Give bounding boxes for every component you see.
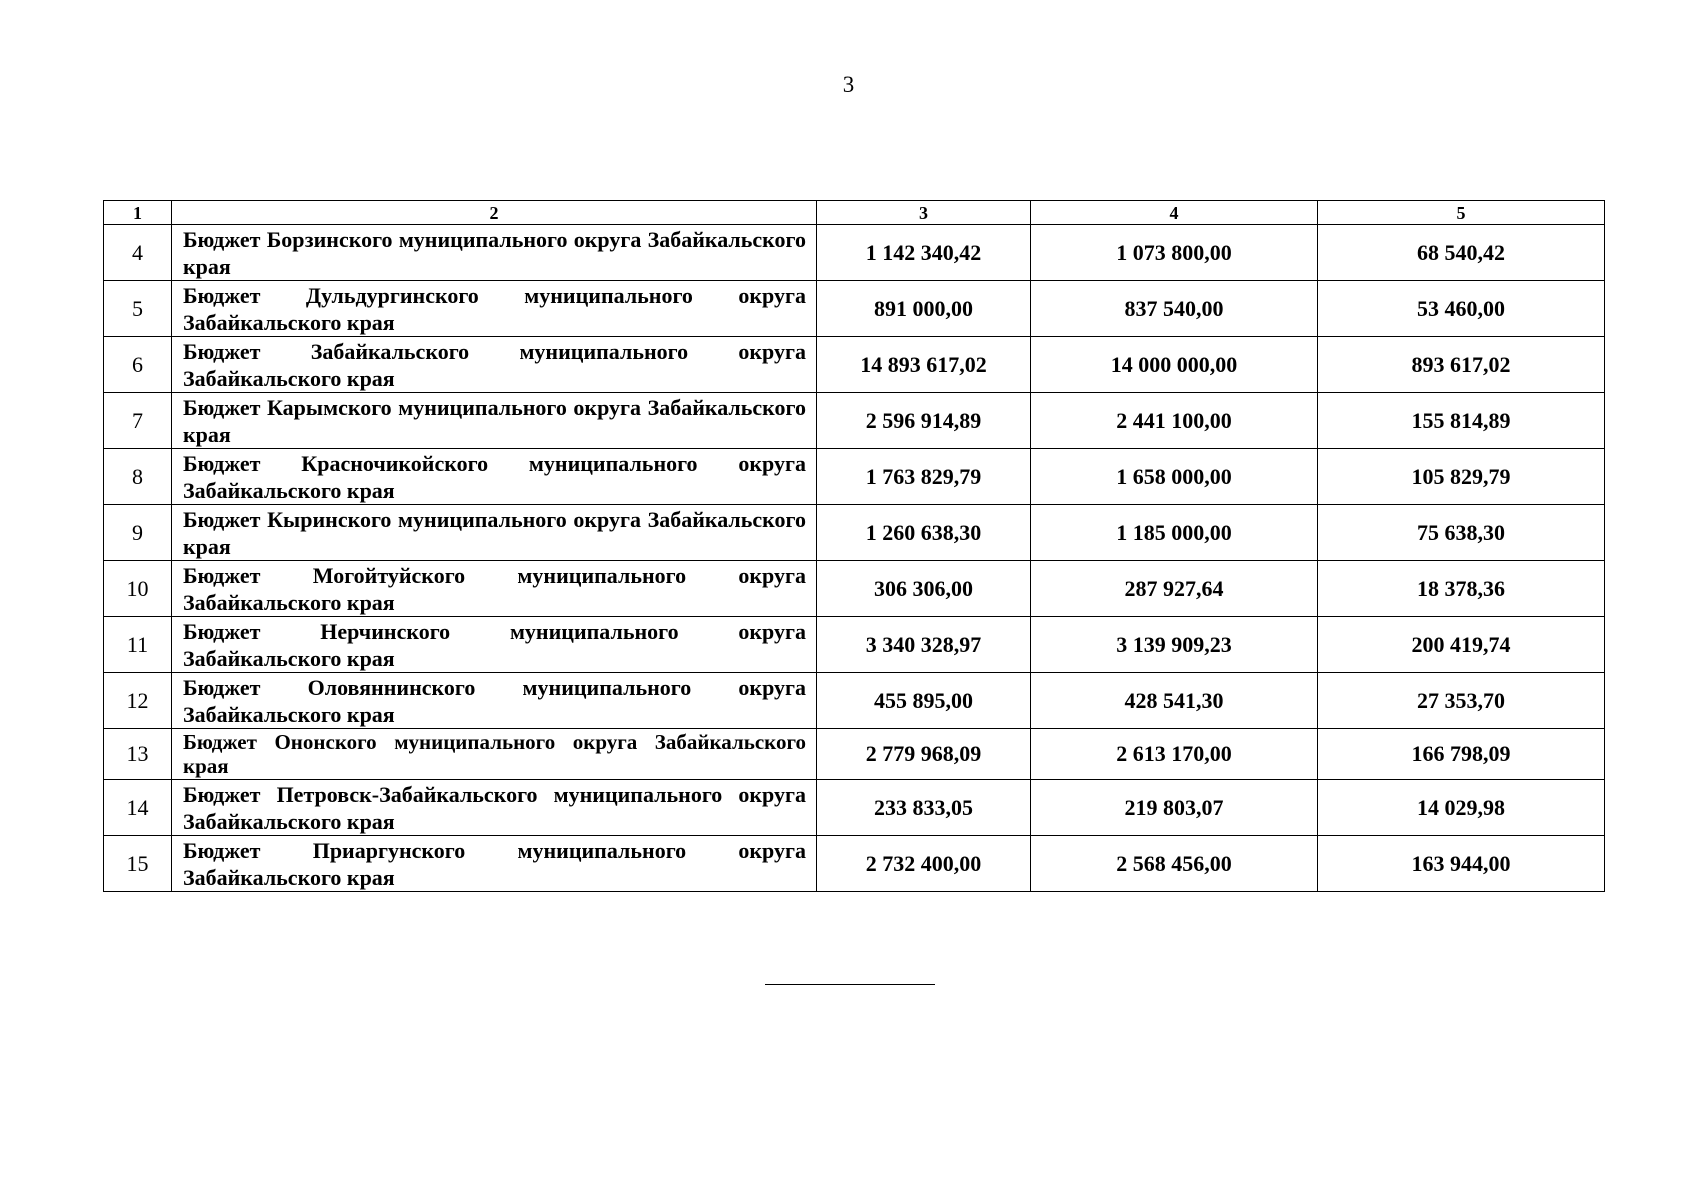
amount-col5: 200 419,74 [1318,617,1605,673]
footer-divider [765,984,935,985]
budget-name: Бюджет Ононского муниципального округа Забайкальского края [172,729,817,780]
amount-total: 1 142 340,42 [817,225,1031,281]
amount-col4: 219 803,07 [1031,780,1318,836]
budget-table [103,200,1605,892]
amount-col4: 428 541,30 [1031,673,1318,729]
table-row [104,505,1605,561]
budget-name: Бюджет Борзинского муниципального округа Забайкальского края [172,225,817,281]
table-row [104,281,1605,337]
amount-col4: 2 568 456,00 [1031,836,1318,892]
budget-name: Бюджет Красночикойского муниципального округа Забайкальского края [172,449,817,505]
row-number: 8 [104,449,172,505]
amount-col5: 893 617,02 [1318,337,1605,393]
row-number: 11 [104,617,172,673]
table-row [104,729,1605,780]
row-number: 6 [104,337,172,393]
amount-col5: 155 814,89 [1318,393,1605,449]
amount-total: 2 779 968,09 [817,729,1031,780]
amount-col4: 2 613 170,00 [1031,729,1318,780]
row-number: 14 [104,780,172,836]
budget-name: Бюджет Петровск-Забайкальского муниципального округа Забайкальского края [172,780,817,836]
amount-col5: 18 378,36 [1318,561,1605,617]
budget-name: Бюджет Могойтуйского муниципального округа Забайкальского края [172,561,817,617]
row-number: 13 [104,729,172,780]
amount-col5: 53 460,00 [1318,281,1605,337]
column-number-1: 1 [104,201,172,225]
amount-col4: 1 073 800,00 [1031,225,1318,281]
amount-total: 14 893 617,02 [817,337,1031,393]
column-number-3: 3 [817,201,1031,225]
row-number: 5 [104,281,172,337]
row-number: 10 [104,561,172,617]
row-number: 4 [104,225,172,281]
amount-total: 455 895,00 [817,673,1031,729]
budget-name: Бюджет Дульдургинского муниципального округа Забайкальского края [172,281,817,337]
amount-total: 1 260 638,30 [817,505,1031,561]
budget-name: Бюджет Кыринского муниципального округа Забайкальского края [172,505,817,561]
amount-total: 233 833,05 [817,780,1031,836]
header-row [104,201,1605,225]
column-number-5: 5 [1318,201,1605,225]
budget-name: Бюджет Оловяннинского муниципального округа Забайкальского края [172,673,817,729]
budget-name: Бюджет Забайкальского муниципального округа Забайкальского края [172,337,817,393]
amount-col4: 1 658 000,00 [1031,449,1318,505]
amount-total: 891 000,00 [817,281,1031,337]
amount-col4: 14 000 000,00 [1031,337,1318,393]
amount-col5: 163 944,00 [1318,836,1605,892]
row-number: 12 [104,673,172,729]
budget-name: Бюджет Приаргунского муниципального округа Забайкальского края [172,836,817,892]
amount-total: 306 306,00 [817,561,1031,617]
budget-name: Бюджет Карымского муниципального округа Забайкальского края [172,393,817,449]
table-row [104,225,1605,281]
table-row [104,780,1605,836]
amount-total: 3 340 328,97 [817,617,1031,673]
amount-col5: 27 353,70 [1318,673,1605,729]
amount-col5: 105 829,79 [1318,449,1605,505]
amount-col4: 287 927,64 [1031,561,1318,617]
amount-total: 1 763 829,79 [817,449,1031,505]
column-number-4: 4 [1031,201,1318,225]
table-row [104,617,1605,673]
table-row [104,337,1605,393]
row-number: 7 [104,393,172,449]
table-body [104,201,1605,892]
table-row [104,449,1605,505]
table-row [104,673,1605,729]
amount-col5: 75 638,30 [1318,505,1605,561]
budget-name: Бюджет Нерчинского муниципального округа Забайкальского края [172,617,817,673]
amount-col5: 14 029,98 [1318,780,1605,836]
amount-col4: 1 185 000,00 [1031,505,1318,561]
page-number: 3 [842,72,855,97]
amount-total: 2 732 400,00 [817,836,1031,892]
table-row [104,836,1605,892]
table-row [104,393,1605,449]
row-number: 15 [104,836,172,892]
amount-col5: 68 540,42 [1318,225,1605,281]
table-row [104,561,1605,617]
amount-col5: 166 798,09 [1318,729,1605,780]
row-number: 9 [104,505,172,561]
amount-col4: 837 540,00 [1031,281,1318,337]
amount-col4: 3 139 909,23 [1031,617,1318,673]
column-number-2: 2 [172,201,817,225]
amount-total: 2 596 914,89 [817,393,1031,449]
amount-col4: 2 441 100,00 [1031,393,1318,449]
